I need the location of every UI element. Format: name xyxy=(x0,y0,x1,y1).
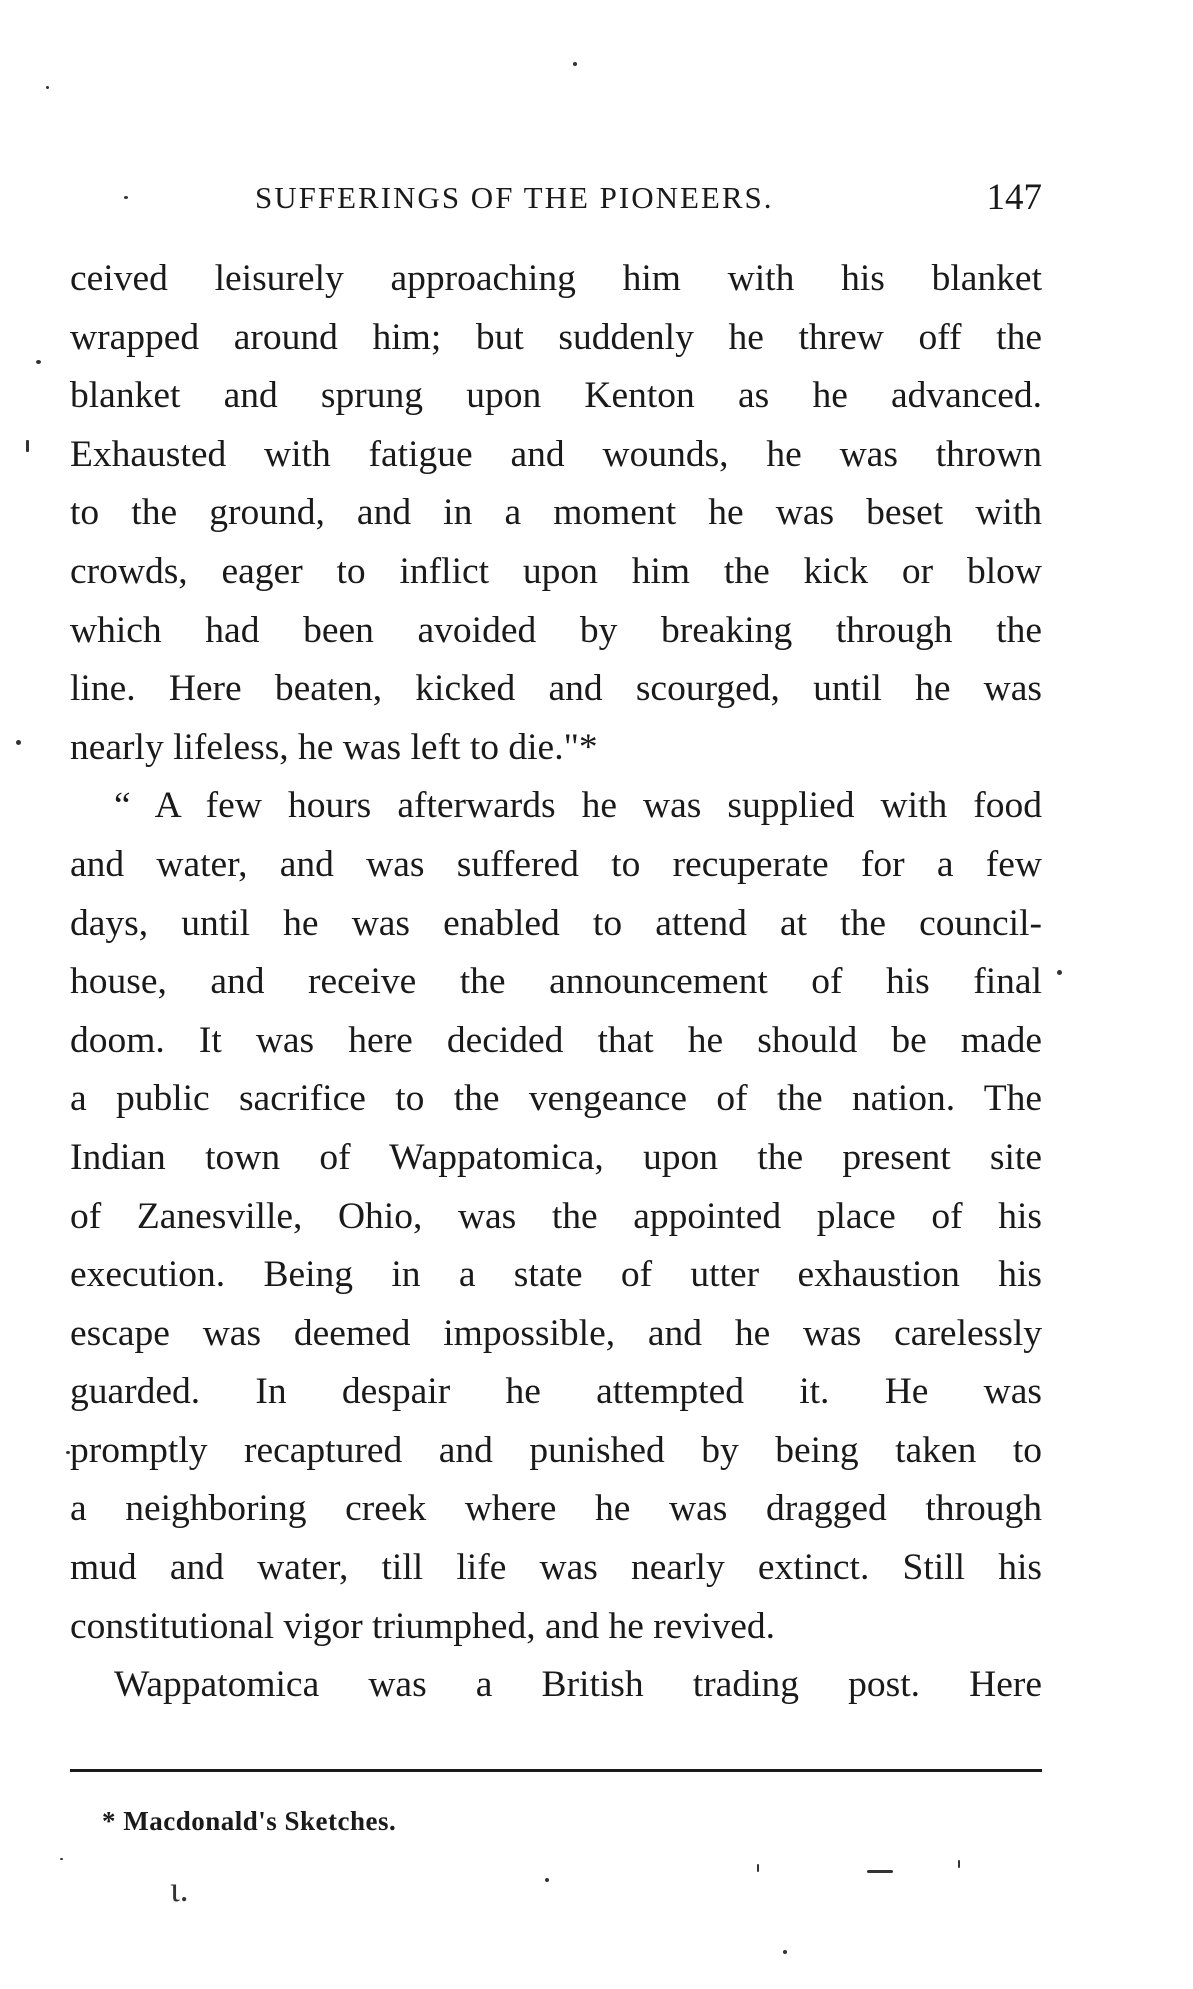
text-line: which had been avoided by breaking through the xyxy=(70,609,1042,651)
scan-speck xyxy=(124,196,128,199)
text-line: escape was deemed impossible, and he was carelessly xyxy=(70,1312,1042,1354)
text-line: execution. Being in a state of utter exhaustion his xyxy=(70,1254,1042,1296)
text-line: constitutional vigor triumphed, and he revived. xyxy=(70,1605,776,1647)
text-line: guarded. In despair he attempted it. He was xyxy=(70,1371,1042,1413)
text-line: doom. It was here decided that he should be made xyxy=(70,1019,1042,1061)
text-line: Wappatomica was a British trading post. Here xyxy=(114,1664,1042,1706)
scan-speck xyxy=(36,360,41,364)
scan-speck xyxy=(783,1950,787,1954)
text-line: nearly lifeless, he was left to die."* xyxy=(70,726,598,768)
text-line: to the ground, and in a moment he was beset with xyxy=(70,492,1042,534)
text-line: Exhausted with fatigue and wounds, he was thrown xyxy=(70,433,1042,475)
running-head xyxy=(70,176,1042,224)
footnote-rule xyxy=(70,1769,1042,1772)
text-line: mud and water, till life was nearly extinct. Still his xyxy=(70,1547,1042,1589)
text-line: blanket and sprung upon Kenton as he advanced. xyxy=(70,375,1042,417)
scan-speck xyxy=(1057,970,1062,975)
scan-mark-icon: ι. xyxy=(170,1869,189,1909)
text-line: ceived leisurely approaching him with his blanket xyxy=(70,258,1042,299)
text-line: a public sacrifice to the vengeance of the nation. The xyxy=(70,1078,1042,1120)
footnote: * Macdonald's Sketches. xyxy=(102,1806,397,1836)
body-text xyxy=(70,250,1042,1715)
scan-speck xyxy=(867,1870,893,1873)
text-line: and water, and was suffered to recuperate for a few xyxy=(70,843,1042,885)
scan-speck xyxy=(46,86,49,89)
scan-speck xyxy=(60,1858,63,1860)
text-line: Indian town of Wappatomica, upon the present site xyxy=(70,1136,1042,1178)
scan-speck xyxy=(66,1451,70,1454)
text-line: “ A few hours afterwards he was supplied with food xyxy=(114,785,1042,827)
text-line: of Zanesville, Ohio, was the appointed place of his xyxy=(70,1195,1042,1237)
text-line: promptly recaptured and punished by being taken to xyxy=(70,1429,1042,1471)
text-line: a neighboring creek where he was dragged through xyxy=(70,1488,1042,1530)
text-line: crowds, eager to inflict upon him the kick or blow xyxy=(70,550,1042,592)
text-line: wrapped around him; but suddenly he threw off the xyxy=(70,316,1042,358)
page-number: 147 xyxy=(986,177,1042,218)
running-head-title: SUFFERINGS OF THE PIONEERS. xyxy=(255,180,774,215)
text-line: line. Here beaten, kicked and scourged, until he was xyxy=(70,668,1042,710)
scan-speck xyxy=(573,62,577,66)
scan-speck xyxy=(545,1878,549,1882)
scan-speck xyxy=(26,440,29,452)
scan-speck xyxy=(958,1860,960,1868)
scan-speck xyxy=(757,1864,759,1872)
scan-speck xyxy=(16,740,21,745)
text-line: house, and receive the announcement of his final xyxy=(70,961,1042,1003)
text-line: days, until he was enabled to attend at the council- xyxy=(70,902,1042,944)
